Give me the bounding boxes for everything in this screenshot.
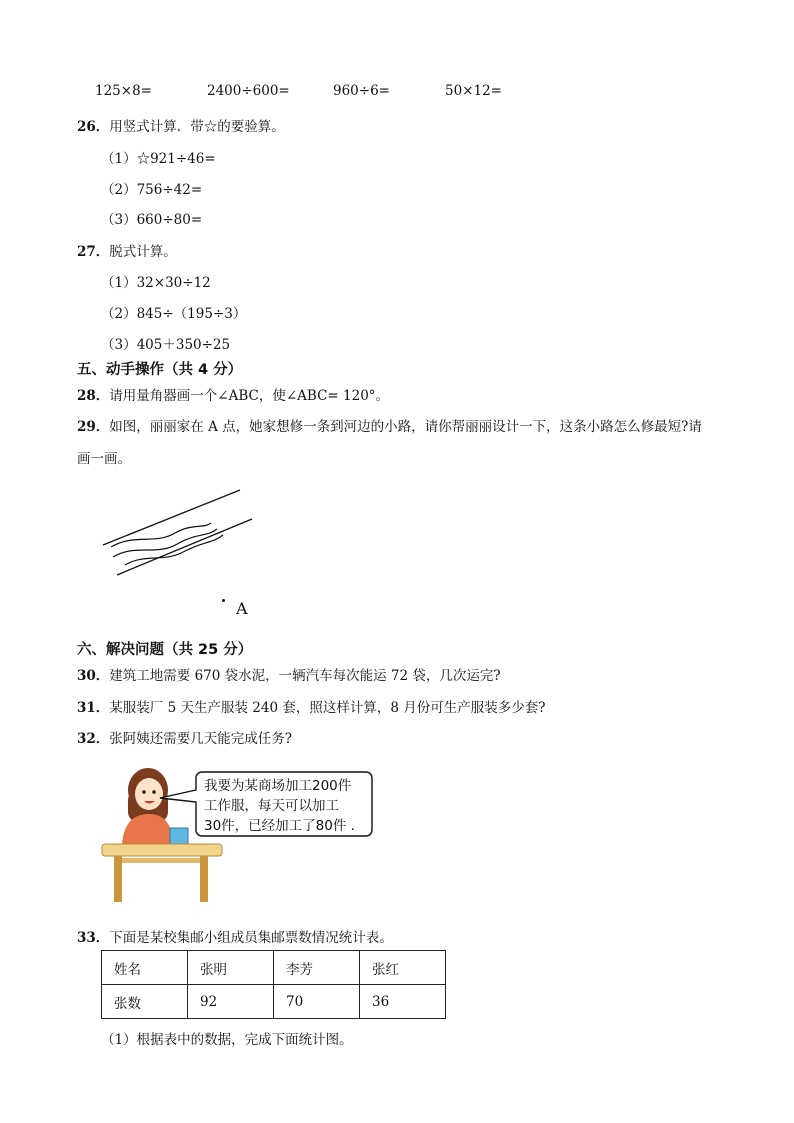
river-diagram [95,485,265,585]
calc-50x12: 50×12= [445,83,502,99]
question-30 [77,664,501,684]
question-31 [77,696,545,716]
question-27 [77,240,177,260]
bubble-line-2: 工作服，每天可以加工 [204,798,339,814]
question-26 [77,115,285,135]
question-number: 31． [77,700,110,716]
table-cell: 张红 [360,951,446,985]
point-a-label: A [236,599,248,618]
question-number: 30． [77,668,110,684]
q26-item-2: （2）756÷42= [101,182,203,198]
eye-left [142,790,146,794]
table-row [102,985,446,1019]
question-29 [77,415,702,435]
bubble-line-3: 30件，已经加工了80件 . [204,818,355,834]
question-number: 26． [77,119,110,135]
question-text: 脱式计算。 [109,244,177,260]
river-wave-1 [111,523,211,547]
q27-item-3: （3）405＋350÷25 [101,337,231,353]
table-cell: 70 [274,985,360,1019]
question-33 [77,926,393,946]
question-text: 如图，丽丽家在 A 点，她家想修一条到河边的小路，请你帮丽丽设计一下，这条小路怎么修最短?请 [109,419,702,435]
table-leg-right [200,856,208,902]
stamp-table [101,950,446,1019]
question-number: 32． [77,731,110,747]
question-text: 用竖式计算．带☆的要验算。 [109,119,285,135]
q33-sub-1: （1）根据表中的数据，完成下面统计图。 [101,1032,353,1048]
eye-right [152,790,156,794]
river-bank-bottom [117,519,252,575]
section-5-heading: 五、动手操作（共 4 分） [77,362,243,378]
question-29-line2: 画一画。 [77,451,131,467]
table-cell: 李芳 [274,951,360,985]
table-cell: 36 [360,985,446,1019]
question-32 [77,727,292,747]
table-cell: 92 [188,985,274,1019]
table-top [102,844,222,856]
question-28 [77,384,389,404]
bubble-line-1: 我要为某商场加工200件 [204,778,352,794]
question-number: 33． [77,930,110,946]
q26-item-3: （3）660÷80= [101,212,203,228]
table-cell: 张数 [102,985,188,1019]
question-text: 请用量角器画一个∠ABC，使∠ABC= 120°。 [109,388,390,404]
river-wave-2 [113,529,217,557]
q26-item-1: （1）☆921÷46= [101,151,216,167]
calc-2400div600: 2400÷600= [207,83,290,99]
question-text: 某服装厂 5 天生产服装 240 套，照这样计算，8 月份可生产服装多少套? [109,700,546,716]
calc-960div6: 960÷6= [333,83,390,99]
q27-item-1: （1）32×30÷12 [101,275,211,291]
point-a-dot [222,599,225,602]
table-cell: 张明 [188,951,274,985]
question-text: 建筑工地需要 670 袋水泥，一辆汽车每次能运 72 袋，几次运完? [109,668,501,684]
question-number: 29． [77,419,110,435]
question-text: 张阿姨还需要几天能完成任务? [109,731,293,747]
calc-125x8: 125×8= [95,83,152,99]
question-number: 27． [77,244,110,260]
q27-item-2: （2）845÷（195÷3） [101,306,247,322]
speech-bubble [204,776,355,836]
table-row [102,951,446,985]
table-cell: 姓名 [102,951,188,985]
table-leg-left [114,856,122,902]
table-apron [122,858,200,863]
section-6-heading: 六、解决问题（共 25 分） [77,642,253,658]
question-number: 28． [77,388,110,404]
question-text: 下面是某校集邮小组成员集邮票数情况统计表。 [109,930,393,946]
